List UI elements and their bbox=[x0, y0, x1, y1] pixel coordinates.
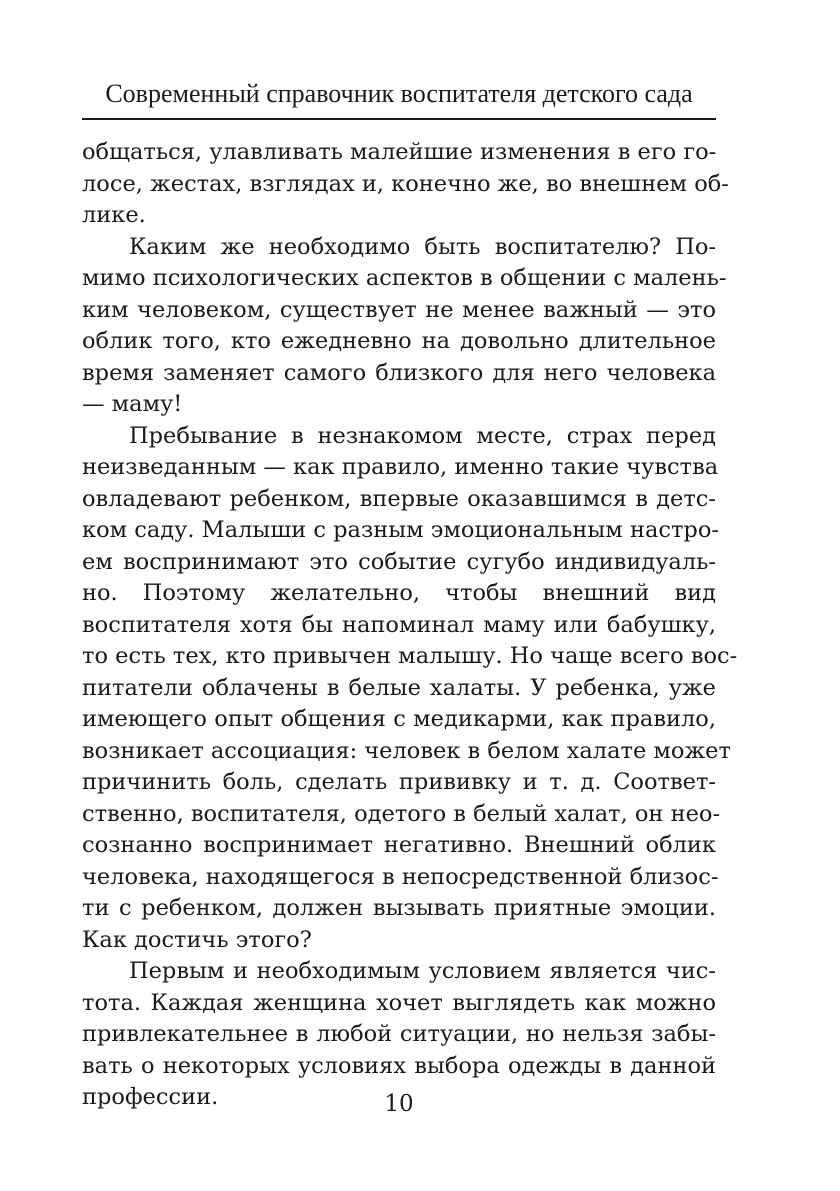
body-text bbox=[82, 137, 738, 1114]
paragraph-3 bbox=[82, 421, 738, 957]
text-line: Как достичь этого? bbox=[82, 926, 312, 953]
paragraph-1 bbox=[82, 137, 729, 232]
text-line: человека, находящегося в непосредственной близос- bbox=[82, 863, 719, 890]
text-line: профессии. bbox=[82, 1084, 219, 1110]
paragraph-2 bbox=[82, 232, 727, 421]
text-line: овладевают ребенком, впервые оказавшимся в детс- bbox=[82, 485, 716, 512]
text-line: но. Поэтому желательно, чтобы внешний вид bbox=[82, 580, 716, 606]
text-line: ти с ребенком, должен вызывать приятные эмоции. bbox=[82, 895, 716, 921]
text-line: неизведанным — как правило, именно такие чувства bbox=[82, 454, 719, 480]
running-header-title: Современный справочник воспитателя детского сада bbox=[105, 79, 693, 108]
text-line: привлекательнее в любой ситуации, но нельзя забы- bbox=[82, 1021, 716, 1047]
text-line: мимо психологических аспектов в общении с малень- bbox=[82, 265, 727, 291]
text-line: лике. bbox=[82, 202, 146, 228]
text-line: сознанно воспринимает негативно. Внешний облик bbox=[82, 832, 716, 858]
text-line: тота. Каждая женщина хочет выглядеть как можно bbox=[82, 989, 716, 1016]
text-line: то есть тех, кто привычен малышу. Но чаще всего вос- bbox=[82, 643, 738, 669]
text-line: время заменяет самого близкого для него человека bbox=[82, 359, 716, 386]
text-line: ким человеком, существует не менее важный — это bbox=[82, 296, 716, 323]
text-line: питатели облачены в белые халаты. У ребенка, уже bbox=[82, 674, 716, 701]
header-rule bbox=[82, 118, 716, 120]
text-line: ственно, воспитателя, одетого в белый халат, он нео- bbox=[82, 800, 721, 827]
text-line: облик того, кто ежедневно на довольно длительное bbox=[82, 328, 716, 354]
text-line: Первым и необходимым условием является чис- bbox=[129, 958, 716, 984]
text-line: лосе, жестах, взглядах и, конечно же, во внешнем об- bbox=[82, 170, 729, 197]
page-number: 10 bbox=[384, 1091, 414, 1117]
text-line: общаться, улавливать малейшие изменения в его го- bbox=[82, 139, 717, 165]
text-line: воспитателя хотя бы напоминал маму или бабушку, bbox=[82, 611, 716, 638]
text-line: причинить боль, сделать прививку и т. д. Соответ- bbox=[82, 769, 716, 795]
text-line: Каким же необходимо быть воспитателю? По- bbox=[129, 233, 716, 260]
text-line: возникает ассоциация: человек в белом халате может bbox=[82, 737, 731, 764]
text-line: Пребывание в незнакомом месте, страх перед bbox=[129, 422, 716, 449]
text-line: — маму! bbox=[82, 391, 183, 417]
text-line: ем воспринимают это событие сугубо индивидуаль- bbox=[82, 548, 716, 575]
text-line: вать о некоторых условиях выбора одежды в данной bbox=[82, 1052, 716, 1079]
text-line: имеющего опыт общения с медикарми, как правило, bbox=[82, 706, 716, 732]
text-line: ком саду. Малыши с разным эмоциональным настро- bbox=[82, 517, 719, 543]
